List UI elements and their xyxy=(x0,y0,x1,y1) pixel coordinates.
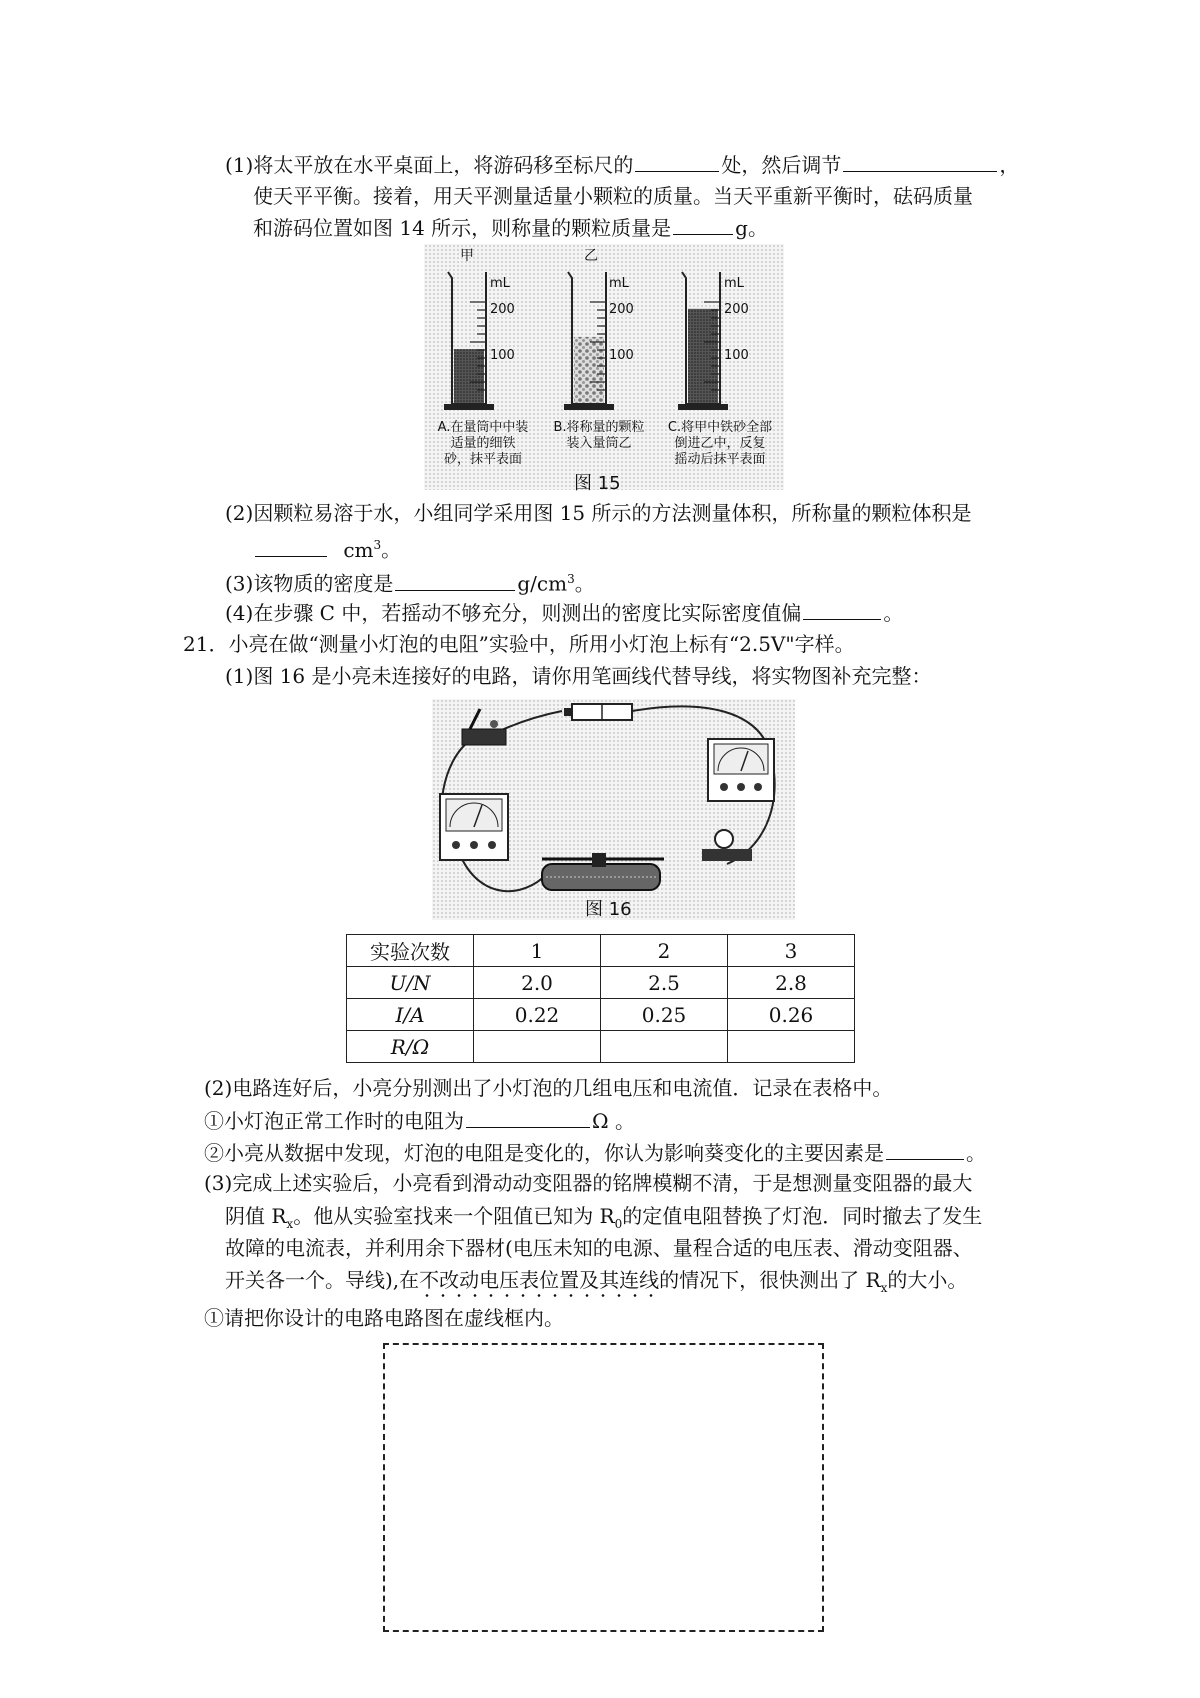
answer-blank-volume[interactable] xyxy=(255,536,327,557)
table-cell-empty[interactable] xyxy=(728,1031,855,1063)
answer-blank-zero-mark[interactable] xyxy=(635,151,719,172)
cylinder-c-caption: C.将甲中铁砂全部 倒进乙中，反复 摇动后抹平表面 xyxy=(667,420,773,467)
table-header-cell: 2 xyxy=(601,935,728,967)
circuit-drawing-box[interactable] xyxy=(383,1343,824,1632)
q21-part3-line1: (3)完成上述实验后，小亮看到滑动动变阻器的铭牌模糊不清，于是想测量变阻器的最大 xyxy=(204,1171,973,1195)
q21-part2-1: ①小灯泡正常工作时的电阻为 Ω 。 xyxy=(204,1109,635,1133)
battery-icon xyxy=(564,704,632,720)
answer-blank-density[interactable] xyxy=(395,570,515,591)
light-bulb-icon xyxy=(702,830,752,861)
table-cell: 0.25 xyxy=(601,999,728,1031)
switch-icon xyxy=(462,709,506,745)
answer-blank-adjust[interactable] xyxy=(843,151,997,172)
cylinder-base xyxy=(678,404,728,410)
table-row xyxy=(347,1031,855,1063)
answer-blank-bias[interactable] xyxy=(803,599,881,620)
figure-15 xyxy=(424,244,784,494)
graduated-cylinder-b xyxy=(564,272,614,410)
q20-part3: (3)该物质的密度是 $g/cm^3$。 xyxy=(225,571,595,596)
answer-blank-mass[interactable] xyxy=(673,214,733,235)
cylinder-b-unit: mL xyxy=(609,276,629,291)
q20-part2-line1: (2)因颗粒易溶于水，小组同学采用图 15 所示的方法测量体积，所称量的颗粒体积是 xyxy=(225,501,972,525)
table-cell-empty[interactable] xyxy=(474,1031,601,1063)
q20-part2-line2: $cm^3$。 xyxy=(253,532,401,563)
cylinder-contents xyxy=(574,337,604,404)
q21-title: 21．小亮在做“测量小灯泡的电阻”实验中，所用小灯泡上标有“2.5V"字样。 xyxy=(183,632,855,656)
figure-15-caption: 图 15 xyxy=(574,473,621,494)
data-table xyxy=(346,934,855,1063)
cylinder-b-tick-200: 200 xyxy=(609,302,634,317)
table-cell: 2.8 xyxy=(728,967,855,999)
table-cell: 2.0 xyxy=(474,967,601,999)
q21-part3-line4: 开关各一个。导线),在不改动电压表位置及其连线的情况下，很快测出了 $R_x$的大小。 xyxy=(225,1267,967,1301)
table-header-cell: 1 xyxy=(474,935,601,967)
voltmeter-icon xyxy=(708,739,774,801)
cylinder-a-unit: mL xyxy=(490,276,510,291)
q21-part3-line2: 阴值 $R_x$。他从实验室找来一个阻值已知为 $R_0$的定值电阻替换了灯泡．同时撤去了发生 xyxy=(225,1204,983,1231)
q21-part2-2: ②小亮从数据中发现，灯泡的电阻是变化的，你认为影响葵变化的主要因素是 。 xyxy=(204,1141,986,1165)
row-label: R/Ω xyxy=(347,1031,474,1063)
table-header-cell: 3 xyxy=(728,935,855,967)
cylinder-b-top-label: 乙 xyxy=(584,248,598,264)
table-cell-empty[interactable] xyxy=(601,1031,728,1063)
table-row xyxy=(347,967,855,999)
table-header-cell: 实验次数 xyxy=(347,935,474,967)
q20-part1-line1: (1)将太平放在水平桌面上，将游码移至标尺的 处，然后调节 ， xyxy=(225,153,1020,177)
q20-part1-line2: 使天平平衡。接着，用天平测量适量小颗粒的质量。当天平重新平衡时，砝码质量 xyxy=(253,184,973,208)
q20-part4: (4)在步骤 C 中，若摇动不够充分，则测出的密度比实际密度值偏 。 xyxy=(225,601,904,625)
graduated-cylinder-a xyxy=(444,272,494,410)
cylinder-a-tick-200: 200 xyxy=(490,302,515,317)
cylinder-c-tick-100: 100 xyxy=(724,348,749,363)
cylinder-b-tick-100: 100 xyxy=(609,348,634,363)
q21-part3-1: ①请把你设计的电路电路图在虚线框内。 xyxy=(204,1306,564,1330)
cylinder-a-top-label: 甲 xyxy=(460,248,474,264)
cylinder-contents xyxy=(454,349,484,404)
cylinder-c-tick-200: 200 xyxy=(724,302,749,317)
cylinder-a-caption: A.在量筒中中装 适量的细铁 砂，抹平表面 xyxy=(437,420,529,467)
cylinder-c-unit: mL xyxy=(724,276,744,291)
q21-part1: (1)图 16 是小亮未连接好的电路，请你用笔画线代替导线，将实物图补充完整： xyxy=(225,664,932,688)
answer-blank-resistance[interactable] xyxy=(466,1107,590,1128)
cylinder-a-tick-100: 100 xyxy=(490,348,515,363)
circuit-illustration xyxy=(432,699,795,920)
table-header-row xyxy=(347,935,855,967)
rheostat-icon xyxy=(542,853,664,890)
table-cell: 0.26 xyxy=(728,999,855,1031)
table-cell: 0.22 xyxy=(474,999,601,1031)
row-label: I/A xyxy=(347,999,474,1031)
table-row xyxy=(347,999,855,1031)
q21-part2: (2)电路连好后，小亮分别测出了小灯泡的几组电压和电流值．记录在表格中。 xyxy=(204,1076,893,1100)
emphasis-dotted-text: 不改动电压表位置及其连线 xyxy=(419,1268,659,1298)
cylinder-base xyxy=(444,404,494,410)
cylinder-b-caption: B.将称量的颗粒 装入量筒乙 xyxy=(553,420,645,451)
row-label: U/N xyxy=(347,967,474,999)
ammeter-icon xyxy=(440,794,508,860)
cylinder-base xyxy=(564,404,614,410)
graduated-cylinder-c xyxy=(678,272,728,410)
q20-part1-line3: 和游码位置如图 14 所示，则称量的颗粒质量是 g。 xyxy=(253,216,768,240)
answer-blank-factor[interactable] xyxy=(886,1139,964,1160)
q21-part3-line3: 故障的电流表，并利用余下器材(电压未知的电源、量程合适的电压表、滑动变阻器、 xyxy=(225,1236,973,1260)
figure-16 xyxy=(432,699,795,920)
table-cell: 2.5 xyxy=(601,967,728,999)
figure-16-caption: 图 16 xyxy=(585,899,632,920)
